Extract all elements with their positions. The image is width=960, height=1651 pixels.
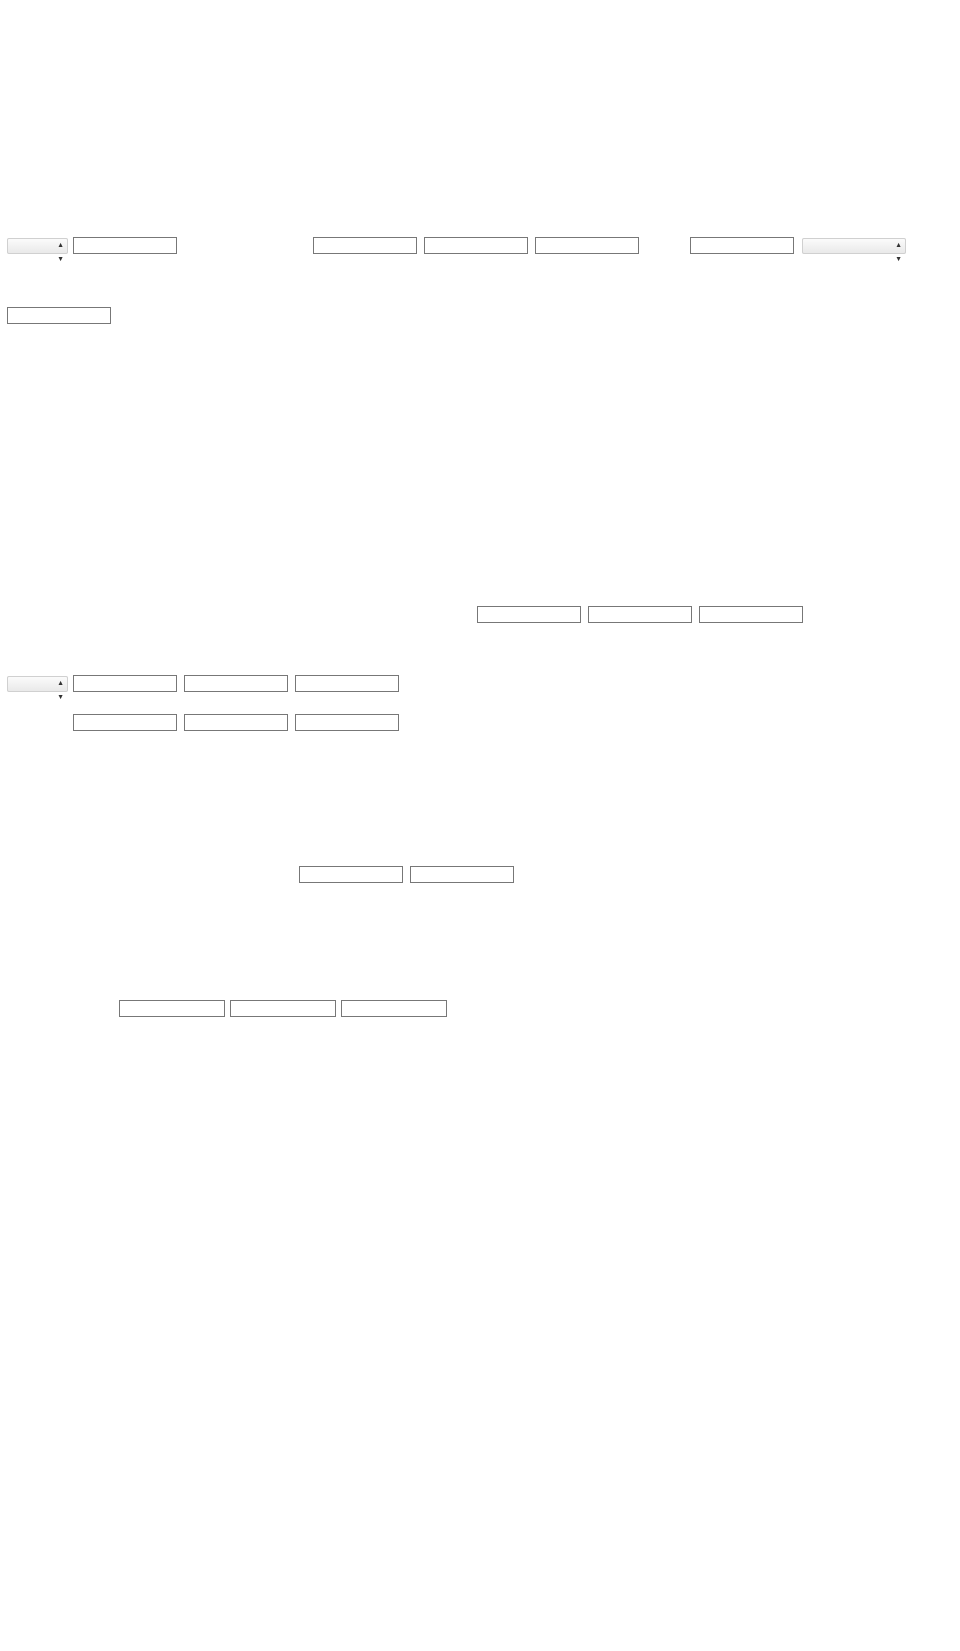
planned-osszesen-input[interactable] [295,675,399,692]
pt-total-onresz[interactable] [119,1000,225,1017]
planned-total-onresz[interactable] [73,714,177,731]
up-down-arrows-icon: ▲ ▼ [57,242,64,263]
up-down-arrows-icon: ▲ ▼ [57,680,64,701]
rent-evad-select[interactable] [7,238,68,263]
pt-total-igenyelt[interactable] [230,1000,336,1017]
training-sum-cost[interactable] [410,866,514,883]
subcat-total-y1[interactable] [477,606,581,623]
subcat-total-y3[interactable] [699,606,803,623]
rent-ingatlan-input[interactable] [73,237,177,254]
rent-eves-input[interactable] [690,237,794,254]
up-down-arrows-icon: ▲ ▼ [895,242,902,263]
planned-total-osszesen[interactable] [295,714,399,731]
rent-kategoria-select[interactable] [802,238,906,263]
rent-dij-input[interactable] [424,237,528,254]
pt-total-osszesen[interactable] [341,1000,447,1017]
subcat-total-y2[interactable] [588,606,692,623]
rent-igeny-input[interactable] [313,237,417,254]
rent-honap-input[interactable] [535,237,639,254]
planned-igenyelt-input[interactable] [184,675,288,692]
justify-ingatlan-input[interactable] [7,307,111,324]
training-sum-count[interactable] [299,866,403,883]
planned-idoszak-select[interactable] [7,676,68,701]
planned-onresz-input[interactable] [73,675,177,692]
planned-total-igenyelt[interactable] [184,714,288,731]
